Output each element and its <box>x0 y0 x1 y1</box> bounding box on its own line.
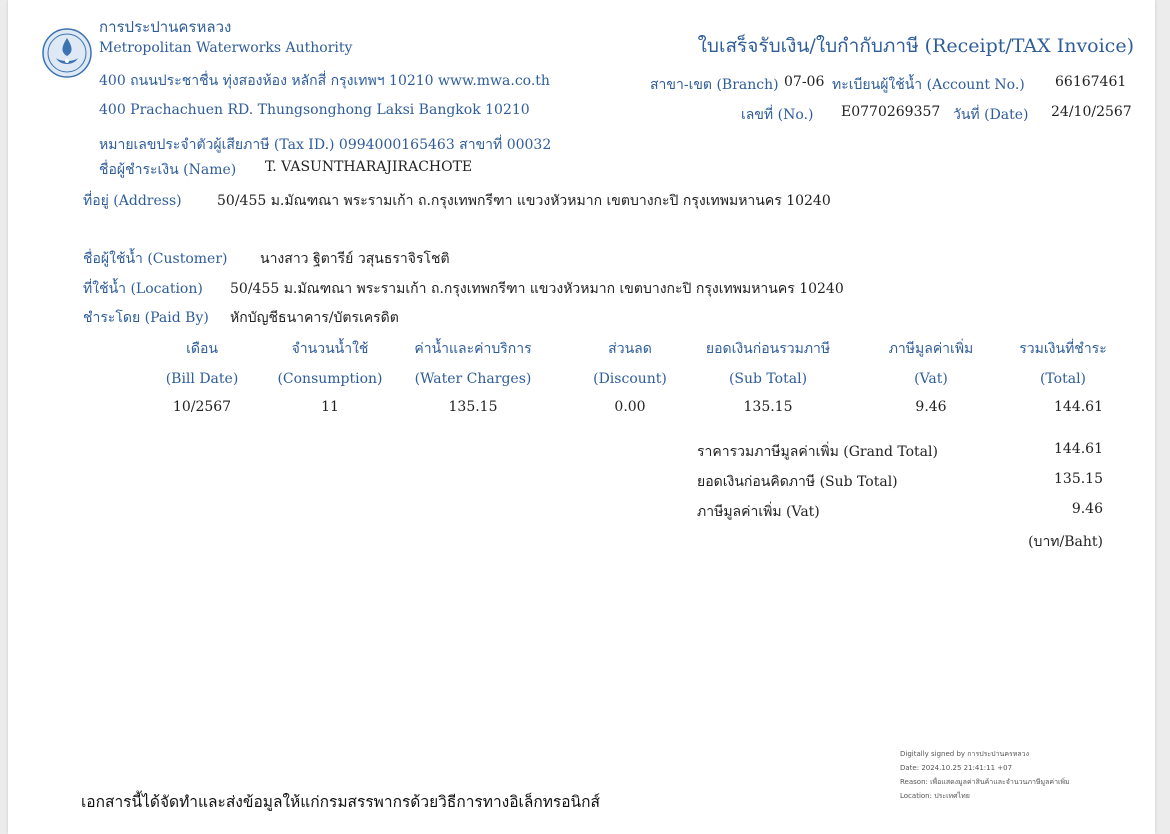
th-sub-total: ยอดเงินก่อนรวมภาษี <box>705 341 831 357</box>
th-en-bill-date: (Bill Date) <box>165 371 239 387</box>
org-address-th: 400 ถนนประชาชื่น ทุ่งสองห้อง หลักสี่ กรุงเทพฯ 10210 www.mwa.co.th <box>99 73 550 89</box>
th-bill-date: เดือน <box>186 341 218 357</box>
th-water-charges: ค่าน้ำและค่าบริการ <box>414 341 532 357</box>
vat-value: 9.46 <box>1071 501 1103 517</box>
account-label: ทะเบียนผู้ใช้น้ำ (Account No.) <box>832 77 1025 93</box>
vat-label: ภาษีมูลค่าเพิ่ม (Vat) <box>697 504 820 520</box>
grand-total-value: 144.61 <box>1054 441 1103 457</box>
paid-by-label: ชำระโดย (Paid By) <box>83 310 209 326</box>
th-en-total: (Total) <box>1039 371 1087 387</box>
th-total: รวมเงินที่ชำระ <box>1019 341 1107 357</box>
location-label: ที่ใช้น้ำ (Location) <box>83 281 203 297</box>
doc-no-value: E0770269357 <box>841 104 941 120</box>
footer-note: เอกสารนี้ได้จัดทำและส่งข้อมูลให้แก่กรมสรรพากรด้วยวิธีการทางอิเล็กทรอนิกส์ <box>81 793 601 811</box>
table-cell-sub-total: 135.15 <box>743 399 793 415</box>
currency-unit: (บาท/Baht) <box>1028 534 1103 550</box>
payer-address-value: 50/455 ม.มัณฑณา พระรามเก้า ถ.กรุงเทพกรีฑา แขวงหัวหมาก เขตบางกะปิ กรุงเทพมหานคร 10240 <box>217 193 831 209</box>
branch-value: 07-06 <box>784 74 825 90</box>
date-label: วันที่ (Date) <box>953 107 1029 123</box>
th-en-vat: (Vat) <box>914 371 948 387</box>
table-cell-consumption: 11 <box>321 399 339 415</box>
org-tax-id: หมายเลขประจำตัวผู้เสียภาษี (Tax ID.) 0994000165463 สาขาที่ 00032 <box>99 137 552 153</box>
signature-reason: Reason: เพื่อแสดงมูลค่าสินค้าและจำนวนภาษีมูลค่าเพิ่ม <box>900 778 1070 786</box>
mwa-logo-icon <box>42 28 92 78</box>
th-en-sub-total: (Sub Total) <box>728 371 808 387</box>
customer-label: ชื่อผู้ใช้น้ำ (Customer) <box>83 251 228 267</box>
signature-location: Location: ประเทศไทย <box>900 792 970 800</box>
sub-total-value: 135.15 <box>1054 471 1103 487</box>
signature-date: Date: 2024.10.25 21:41:11 +07 <box>900 764 1013 772</box>
org-address-en: 400 Prachachuen RD. Thungsonghong Laksi Bangkok 10210 <box>99 102 530 118</box>
payer-address-label: ที่อยู่ (Address) <box>83 193 182 209</box>
sub-total-label: ยอดเงินก่อนคิดภาษี (Sub Total) <box>697 474 898 490</box>
location-value: 50/455 ม.มัณฑณา พระรามเก้า ถ.กรุงเทพกรีฑา แขวงหัวหมาก เขตบางกะปิ กรุงเทพมหานคร 10240 <box>230 281 844 297</box>
table-cell-discount: 0.00 <box>614 399 646 415</box>
table-cell-total: 144.61 <box>1054 399 1103 415</box>
payer-name-label: ชื่อผู้ชำระเงิน (Name) <box>99 162 237 178</box>
table-cell-vat: 9.46 <box>915 399 947 415</box>
date-value: 24/10/2567 <box>1051 104 1132 120</box>
account-value: 66167461 <box>1055 74 1127 90</box>
doc-no-label: เลขที่ (No.) <box>741 107 814 123</box>
document-title: ใบเสร็จรับเงิน/ใบกำกับภาษี (Receipt/TAX Invoice) <box>697 35 1134 57</box>
receipt-page <box>8 0 1155 834</box>
customer-value: นางสาว ฐิตารีย์ วสุนธราจิรโชติ <box>260 251 450 267</box>
digital-signature <box>900 747 1070 803</box>
th-en-consumption: (Consumption) <box>277 371 383 387</box>
org-name-th: การประปานครหลวง <box>99 18 232 36</box>
signature-signed-by: Digitally signed by การประปานครหลวง <box>900 750 1030 758</box>
org-name-en: Metropolitan Waterworks Authority <box>99 40 353 56</box>
paid-by-value: หักบัญชีธนาคาร/บัตรเครดิต <box>230 310 399 326</box>
table-cell-water-charges: 135.15 <box>448 399 498 415</box>
th-en-discount: (Discount) <box>593 371 667 387</box>
table-cell-bill-date: 10/2567 <box>172 399 232 415</box>
grand-total-label: ราคารวมภาษีมูลค่าเพิ่ม (Grand Total) <box>697 444 938 460</box>
branch-label: สาขา-เขต (Branch) <box>650 77 779 93</box>
th-consumption: จำนวนน้ำใช้ <box>291 341 369 357</box>
payer-name-value: T. VASUNTHARAJIRACHOTE <box>265 159 473 175</box>
th-en-water-charges: (Water Charges) <box>414 371 532 387</box>
th-discount: ส่วนลด <box>608 341 652 357</box>
th-vat: ภาษีมูลค่าเพิ่ม <box>888 341 974 357</box>
